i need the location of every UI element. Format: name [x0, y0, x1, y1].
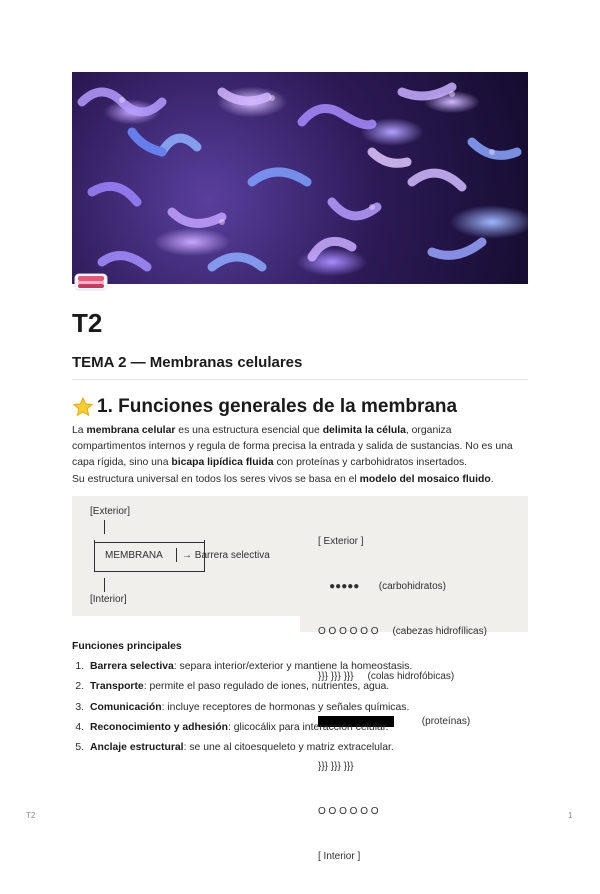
intro-paragraph: La membrana celular es una estructura esencial que delimita la célula, organiza compartimentos internos y regula de forma precisa la entrada y salida de sustancias. No es una capa rígida, sino una bicapa lipídica fluida con proteínas y carbohidratos insertados. [72, 425, 513, 468]
barrier-label: → Barrera selectiva [182, 550, 270, 561]
bilayer-line: O O O O O O [318, 806, 379, 817]
bilayer-line: [ Interior ] [318, 851, 361, 862]
page-icon [74, 272, 108, 292]
model-paragraph: Su estructura universal en todos los seres vivos se basa en el modelo del mosaico fluido. [72, 474, 494, 485]
coral-texture [72, 72, 528, 284]
functions-list [72, 661, 528, 762]
membrane-label: MEMBRANA [105, 550, 163, 561]
functions-heading: Funciones principales [72, 641, 182, 652]
diagram-connector [104, 520, 105, 534]
diagram-connector [104, 578, 105, 592]
diagram-interior-label: [Interior] [90, 594, 127, 605]
diagram-gap [72, 616, 300, 636]
footer-page-number: 1 [568, 811, 573, 820]
bilayer-line: }}} }}} }}} [318, 761, 354, 772]
list-item: 4. Reconocimiento y adhesión: glicocálix para interacción celular. [75, 721, 389, 733]
membrane-diagram-left [72, 496, 300, 632]
diagram-separator [176, 548, 177, 562]
membrane-diagram-right [300, 496, 528, 862]
section-heading [72, 396, 457, 418]
protein-label: (proteínas) [421, 716, 471, 727]
bilayer-line: [ Exterior ] [318, 536, 364, 547]
star-icon [72, 396, 94, 418]
cover-image [72, 72, 528, 284]
list-item: 3. Comunicación: incluye receptores de hormonas y señales químicas. [75, 701, 410, 713]
list-item: 1. Barrera selectiva: separa interior/exterior y mantiene la homeostasis. [75, 661, 413, 672]
section-heading-text: 1. Funciones generales de la membrana [97, 396, 458, 417]
bilayer-line: O O O O O O (cabezas hidrofílicas) [318, 626, 487, 637]
list-item: 2. Transporte: permite el paso regulado de iones, nutrientes, agua. [75, 681, 390, 693]
footer-doc-name: T2 [26, 811, 36, 820]
bilayer-line: ●●●●● (carbohidratos) [318, 581, 447, 592]
page-title: T2 [72, 308, 103, 338]
list-item: 5. Anclaje estructural: se une al citoesqueleto y matriz extracelular. [75, 742, 394, 754]
page-subtitle: TEMA 2 — Membranas celulares [72, 354, 528, 380]
diagram-exterior-label: [Exterior] [90, 506, 131, 517]
bilayer-line: }}} }}} }}} (colas hidrofóbicas) [318, 671, 455, 682]
